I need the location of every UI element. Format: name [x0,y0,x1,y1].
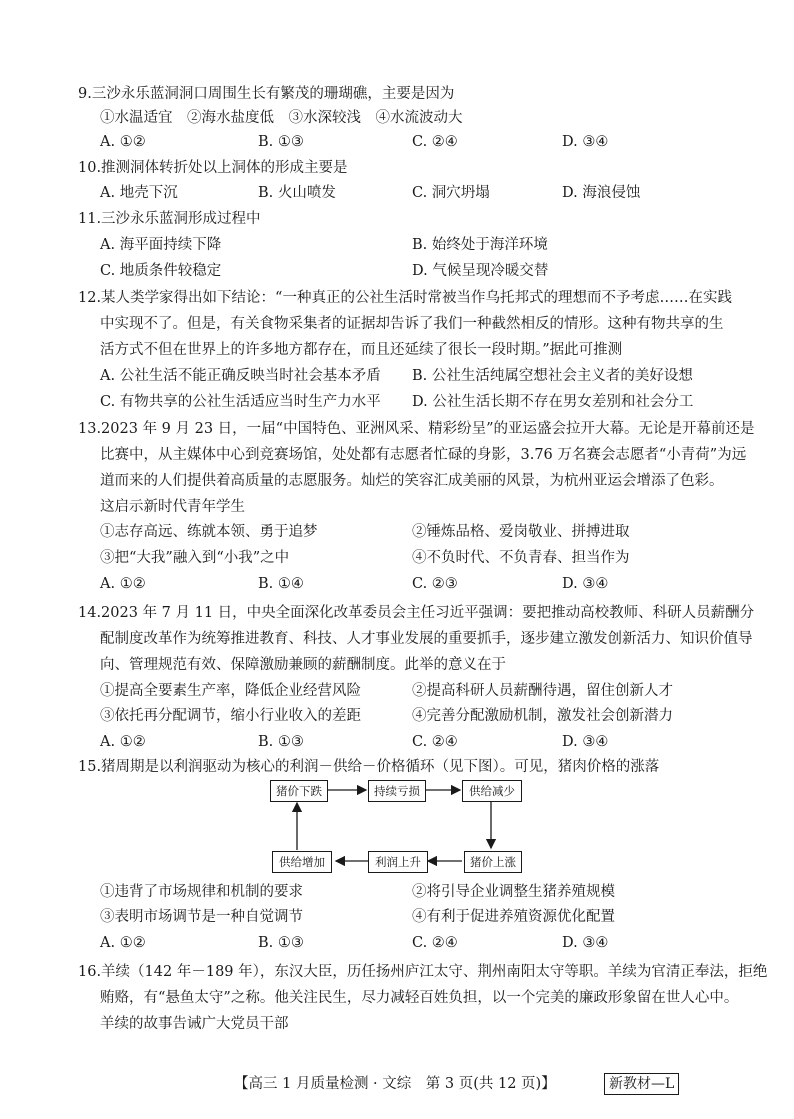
q15-option-b: B. ①③ [258,935,304,951]
diagram-box-supply-decrease: 供给减少 [462,780,522,802]
q14-option-a: A. ①② [100,734,146,750]
q14-item-1: ①提高全要素生产率，降低企业经营风险 [100,683,361,699]
q16-line-3: 羊续的故事告诫广大党员干部 [100,1016,289,1032]
q14-line-1: 14.2023 年 7 月 11 日，中央全面深化改革委员会主任习近平强调：要把推动高校教师、科研人员薪酬分 [78,605,755,621]
q14-item-3: ③依托再分配调节，缩小行业收入的差距 [100,708,361,724]
q9-option-a: A. ①② [100,134,146,150]
page-footer: 【高三 1 月质量检测 · 文综 第 3 页(共 12 页)】 [234,1076,556,1092]
q15-option-d: D. ③④ [562,935,609,951]
q9-stem: 9.三沙永乐蓝洞洞口周围生长有繁茂的珊瑚礁，主要是因为 [78,86,455,102]
q11-option-b: B. 始终处于海洋环境 [412,237,548,253]
q11-option-d: D. 气候呈现冷暖交替 [412,263,549,279]
diagram-box-price-fall: 猪价下跌 [270,780,328,802]
q13-item-3: ③把“大我”融入到“小我”之中 [100,550,290,566]
q13-line-1: 13.2023 年 9 月 23 日，一届“中国特色、亚洲风采、精彩纷呈”的亚运盛会拉开大幕。无论是开幕前还是 [78,421,755,437]
q14-item-2: ②提高科研人员薪酬待遇，留住创新人才 [412,683,673,699]
q12-option-b: B. 公社生活纯属空想社会主义者的美好设想 [412,368,693,384]
q13-line-3: 道而来的人们提供着高质量的志愿服务。灿烂的笑容汇成美丽的风景，为杭州亚运会增添了色彩。 [100,473,724,489]
q16-line-1: 16.羊续（142 年－189 年），东汉大臣，历任扬州庐江太守、荆州南阳太守等职。羊续为官清正奉法，拒绝 [78,964,768,980]
q13-option-d: D. ③④ [562,576,609,592]
q13-option-b: B. ①④ [258,576,304,592]
q15-item-4: ④有利于促进养殖资源优化配置 [412,909,615,925]
q12-option-a: A. 公社生活不能正确反映当时社会基本矛盾 [100,368,381,384]
q10-option-c: C. 洞穴坍塌 [412,185,490,201]
q10-option-b: B. 火山喷发 [258,185,336,201]
q12-option-c: C. 有物共享的公社生活适应当时生产力水平 [100,394,381,410]
q11-option-c: C. 地质条件较稳定 [100,263,222,279]
q14-line-3: 向、管理规范有效、保障激励兼顾的薪酬制度。此举的意义在于 [100,657,506,673]
q10-option-d: D. 海浪侵蚀 [562,185,641,201]
q12-line-1: 12.某人类学家得出如下结论：“一种真正的公社生活时常被当作乌托邦式的理想而不予考虑……在实践 [78,290,732,306]
q13-item-4: ④不负时代、不负青春、担当作为 [412,550,630,566]
q10-option-a: A. 地壳下沉 [100,185,178,201]
q12-option-d: D. 公社生活长期不存在男女差别和社会分工 [412,394,694,410]
q10-stem: 10.推测洞体转折处以上洞体的形成主要是 [78,160,348,176]
q12-line-3: 活方式不但在世界上的许多地方都存在，而且还延续了很长一段时期。”据此可推测 [100,342,623,358]
diagram-box-price-rise: 猪价上涨 [464,851,522,873]
q12-line-2: 中实现不了。但是，有关食物采集者的证据却告诉了我们一种截然相反的情形。这种有物共享的生 [100,316,724,332]
q13-option-a: A. ①② [100,576,146,592]
q9-option-d: D. ③④ [562,134,609,150]
q14-option-d: D. ③④ [562,734,609,750]
q9-items: ①水温适宜 ②海水盐度低 ③水深较浅 ④水流波动大 [100,110,463,126]
q14-item-4: ④完善分配激励机制，激发社会创新潜力 [412,708,673,724]
q13-line-2: 比赛中，从主媒体中心到竞赛场馆，处处都有志愿者忙碌的身影，3.76 万名赛会志愿者“小青荷”为远 [100,447,747,463]
q16-line-2: 贿赂，有“悬鱼太守”之称。他关注民生，尽力减轻百姓负担，以一个完美的廉政形象留在世人心中。 [100,990,739,1006]
q15-option-a: A. ①② [100,935,146,951]
q14-option-c: C. ②④ [412,734,458,750]
diagram-box-supply-increase: 供给增加 [272,851,332,873]
q13-item-2: ②锤炼品格、爱岗敬业、拼搏进取 [412,524,630,540]
q11-option-a: A. 海平面持续下降 [100,237,222,253]
q14-option-b: B. ①③ [258,734,304,750]
q15-item-3: ③表明市场调节是一种自觉调节 [100,909,303,925]
edition-badge: 新教材—L [604,1073,679,1095]
q15-stem: 15.猪周期是以利润驱动为核心的利润－供给－价格循环（见下图）。可见，猪肉价格的涨落 [78,759,660,775]
q9-option-c: C. ②④ [412,134,458,150]
q15-item-2: ②将引导企业调整生猪养殖规模 [412,884,615,900]
diagram-box-profit-rise: 利润上升 [368,851,428,873]
q11-stem: 11.三沙永乐蓝洞形成过程中 [78,211,261,227]
diagram-box-continuous-loss: 持续亏损 [368,780,426,802]
q9-option-b: B. ①③ [258,134,304,150]
q14-line-2: 配制度改革作为统筹推进教育、科技、人才事业发展的重要抓手，逐步建立激发创新活力、知识价值导 [100,631,753,647]
q15-item-1: ①违背了市场规律和机制的要求 [100,884,303,900]
q13-option-c: C. ②③ [412,576,458,592]
q13-item-1: ①志存高远、练就本领、勇于追梦 [100,524,318,540]
q15-option-c: C. ②④ [412,935,458,951]
q13-line-4: 这启示新时代青年学生 [100,499,245,515]
